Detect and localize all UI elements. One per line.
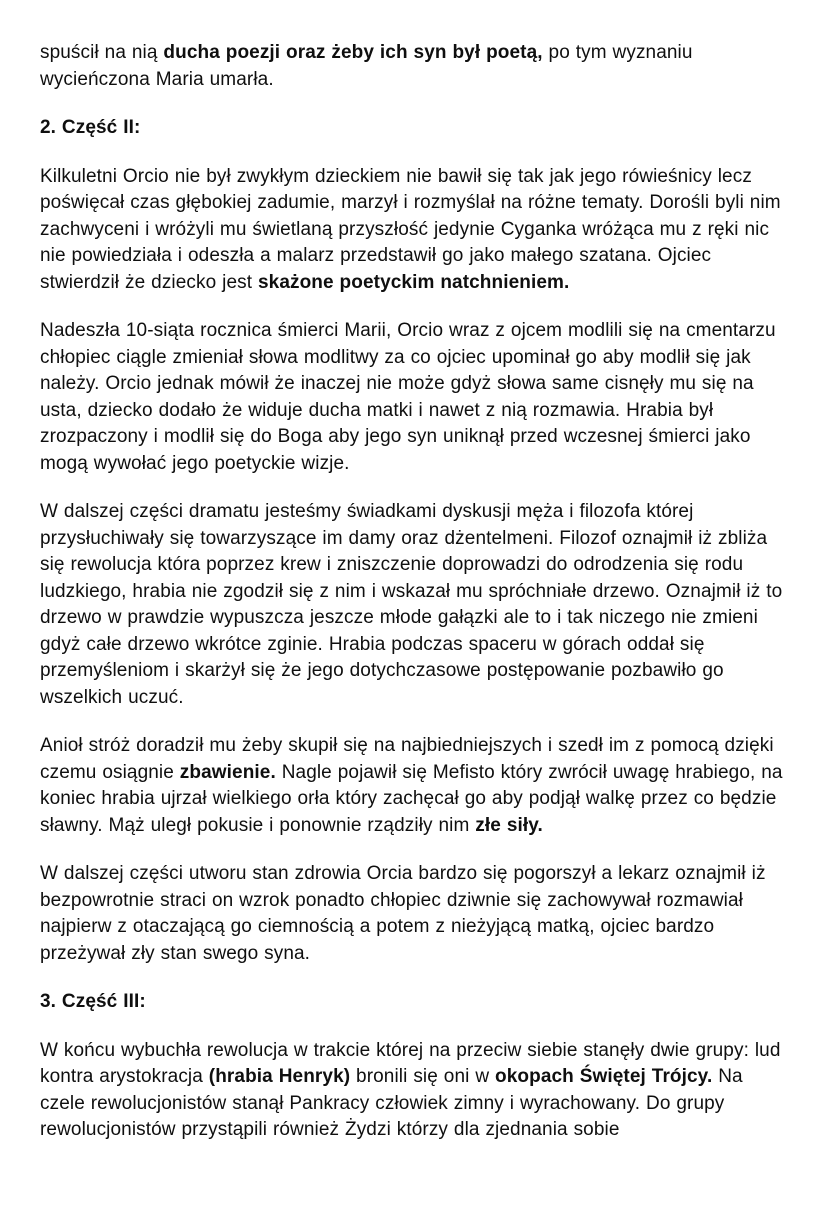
paragraph bbox=[40, 40, 788, 93]
paragraph bbox=[40, 499, 788, 711]
bold-text-run: 3. Część III: bbox=[40, 991, 146, 1012]
text-run: W końcu wybuchła rewolucja w trakcie której na przeciw siebie stanęły dwie grupy: lud kontra arystokracja bbox=[40, 1039, 781, 1087]
bold-text-run: zbawienie. bbox=[179, 761, 276, 783]
paragraph bbox=[40, 1038, 788, 1144]
paragraph bbox=[40, 164, 788, 297]
text-run: W dalszej części utworu stan zdrowia Orcia bardzo się pogorszył a lekarz oznajmił iż bezpowrotnie straci on wzrok ponadto chłopiec dziwnie się zachowywał rozmawiał najpierw z otaczającą go ciemnością a potem z nieżyjącą matką, ojciec bardzo przeżywał zły stan swego syna. bbox=[40, 863, 766, 964]
text-run: Na czele rewolucjonistów stanął Pankracy człowiek zimny i wyrachowany. Do grupy rewolucjonistów przystąpili również Żydzi którzy dla zjednania sobie bbox=[40, 1066, 743, 1140]
paragraph bbox=[40, 861, 788, 967]
paragraph bbox=[40, 318, 788, 477]
bold-text-run: (hrabia Henryk) bbox=[208, 1066, 351, 1087]
bold-text-run: okopach Świętej Trójcy. bbox=[495, 1066, 713, 1087]
text-run: Anioł stróż doradził mu żeby skupił się na najbiedniejszych i szedł im z pomocą dzięki czemu osiągnie bbox=[40, 735, 774, 783]
document-body bbox=[40, 40, 788, 1144]
text-run: po tym wyznaniu wycieńczona Maria umarła. bbox=[40, 42, 693, 90]
text-run: Nagle pojawił się Mefisto który zwrócił uwagę hrabiego, na koniec hrabia ujrzał wielkiego orła który zachęcał go aby podjął walkę przez co będzie sławny. Mąż uległ pokusie i ponownie rządziły nim bbox=[40, 761, 783, 836]
section-heading bbox=[40, 989, 788, 1016]
text-run: Kilkuletni Orcio nie był zwykłym dzieckiem nie bawił się tak jak jego rówieśnicy lecz poświęcał czas głębokiej zadumie, marzył i rozmyślał na różne tematy. Dorośli byli nim zachwyceni i wróżyli mu świetlaną przyszłość jedynie Cyganka wróżąca mu z ręki nic nie powiedziała i odeszła a malarz przedstawił go jako małego szatana. Ojciec stwierdził że dziecko jest bbox=[40, 165, 781, 293]
bold-text-run: 2. Część II: bbox=[40, 117, 141, 138]
bold-text-run: ducha poezji oraz żeby ich syn był poetą, bbox=[163, 42, 543, 63]
bold-text-run: skażone poetyckim natchnieniem. bbox=[258, 271, 570, 293]
text-run: Nadeszła 10-siąta rocznica śmierci Marii, Orcio wraz z ojcem modlili się na cmentarzu chłopiec ciągle zmieniał słowa modlitwy za co ojciec upominał go aby modlił się jak należy. Orcio jednak mówił że inaczej nie może gdyż słowa same cisnęły mu się na usta, dziecko dodało że widuje ducha matki i nawet z nią rozmawia. Hrabia był zrozpaczony i modlił się do Boga aby jego syn uniknął przed wczesnej śmierci jako mogą wywołać jego poetyckie wizje. bbox=[40, 320, 776, 474]
text-run: W dalszej części dramatu jesteśmy świadkami dyskusji męża i filozofa której przysłuchiwały się towarzyszące im damy oraz dżentelmeni. Filozof oznajmił iż zbliża się rewolucja która poprzez krew i zniszczenie doprowadzi do odrodzenia się rodu ludzkiego, hrabia nie zgodził się z nim i wskazał mu spróchniałe drzewo. Oznajmił iż to drzewo w prawdzie wypuszcza jeszcze młode gałązki ale to i tak niczego nie zmieni gdyż całe drzewo wkrótce zginie. Hrabia podczas spaceru w górach oddał się przemyśleniom i skarżył się że jego dotychczasowe postępowanie pozbawiło go wszelkich uczuć. bbox=[40, 501, 783, 708]
text-run: spuścił na nią bbox=[40, 42, 164, 63]
text-run: bronili się oni w bbox=[350, 1066, 496, 1087]
bold-text-run: złe siły. bbox=[475, 814, 543, 836]
section-heading bbox=[40, 115, 788, 142]
paragraph bbox=[40, 733, 788, 839]
